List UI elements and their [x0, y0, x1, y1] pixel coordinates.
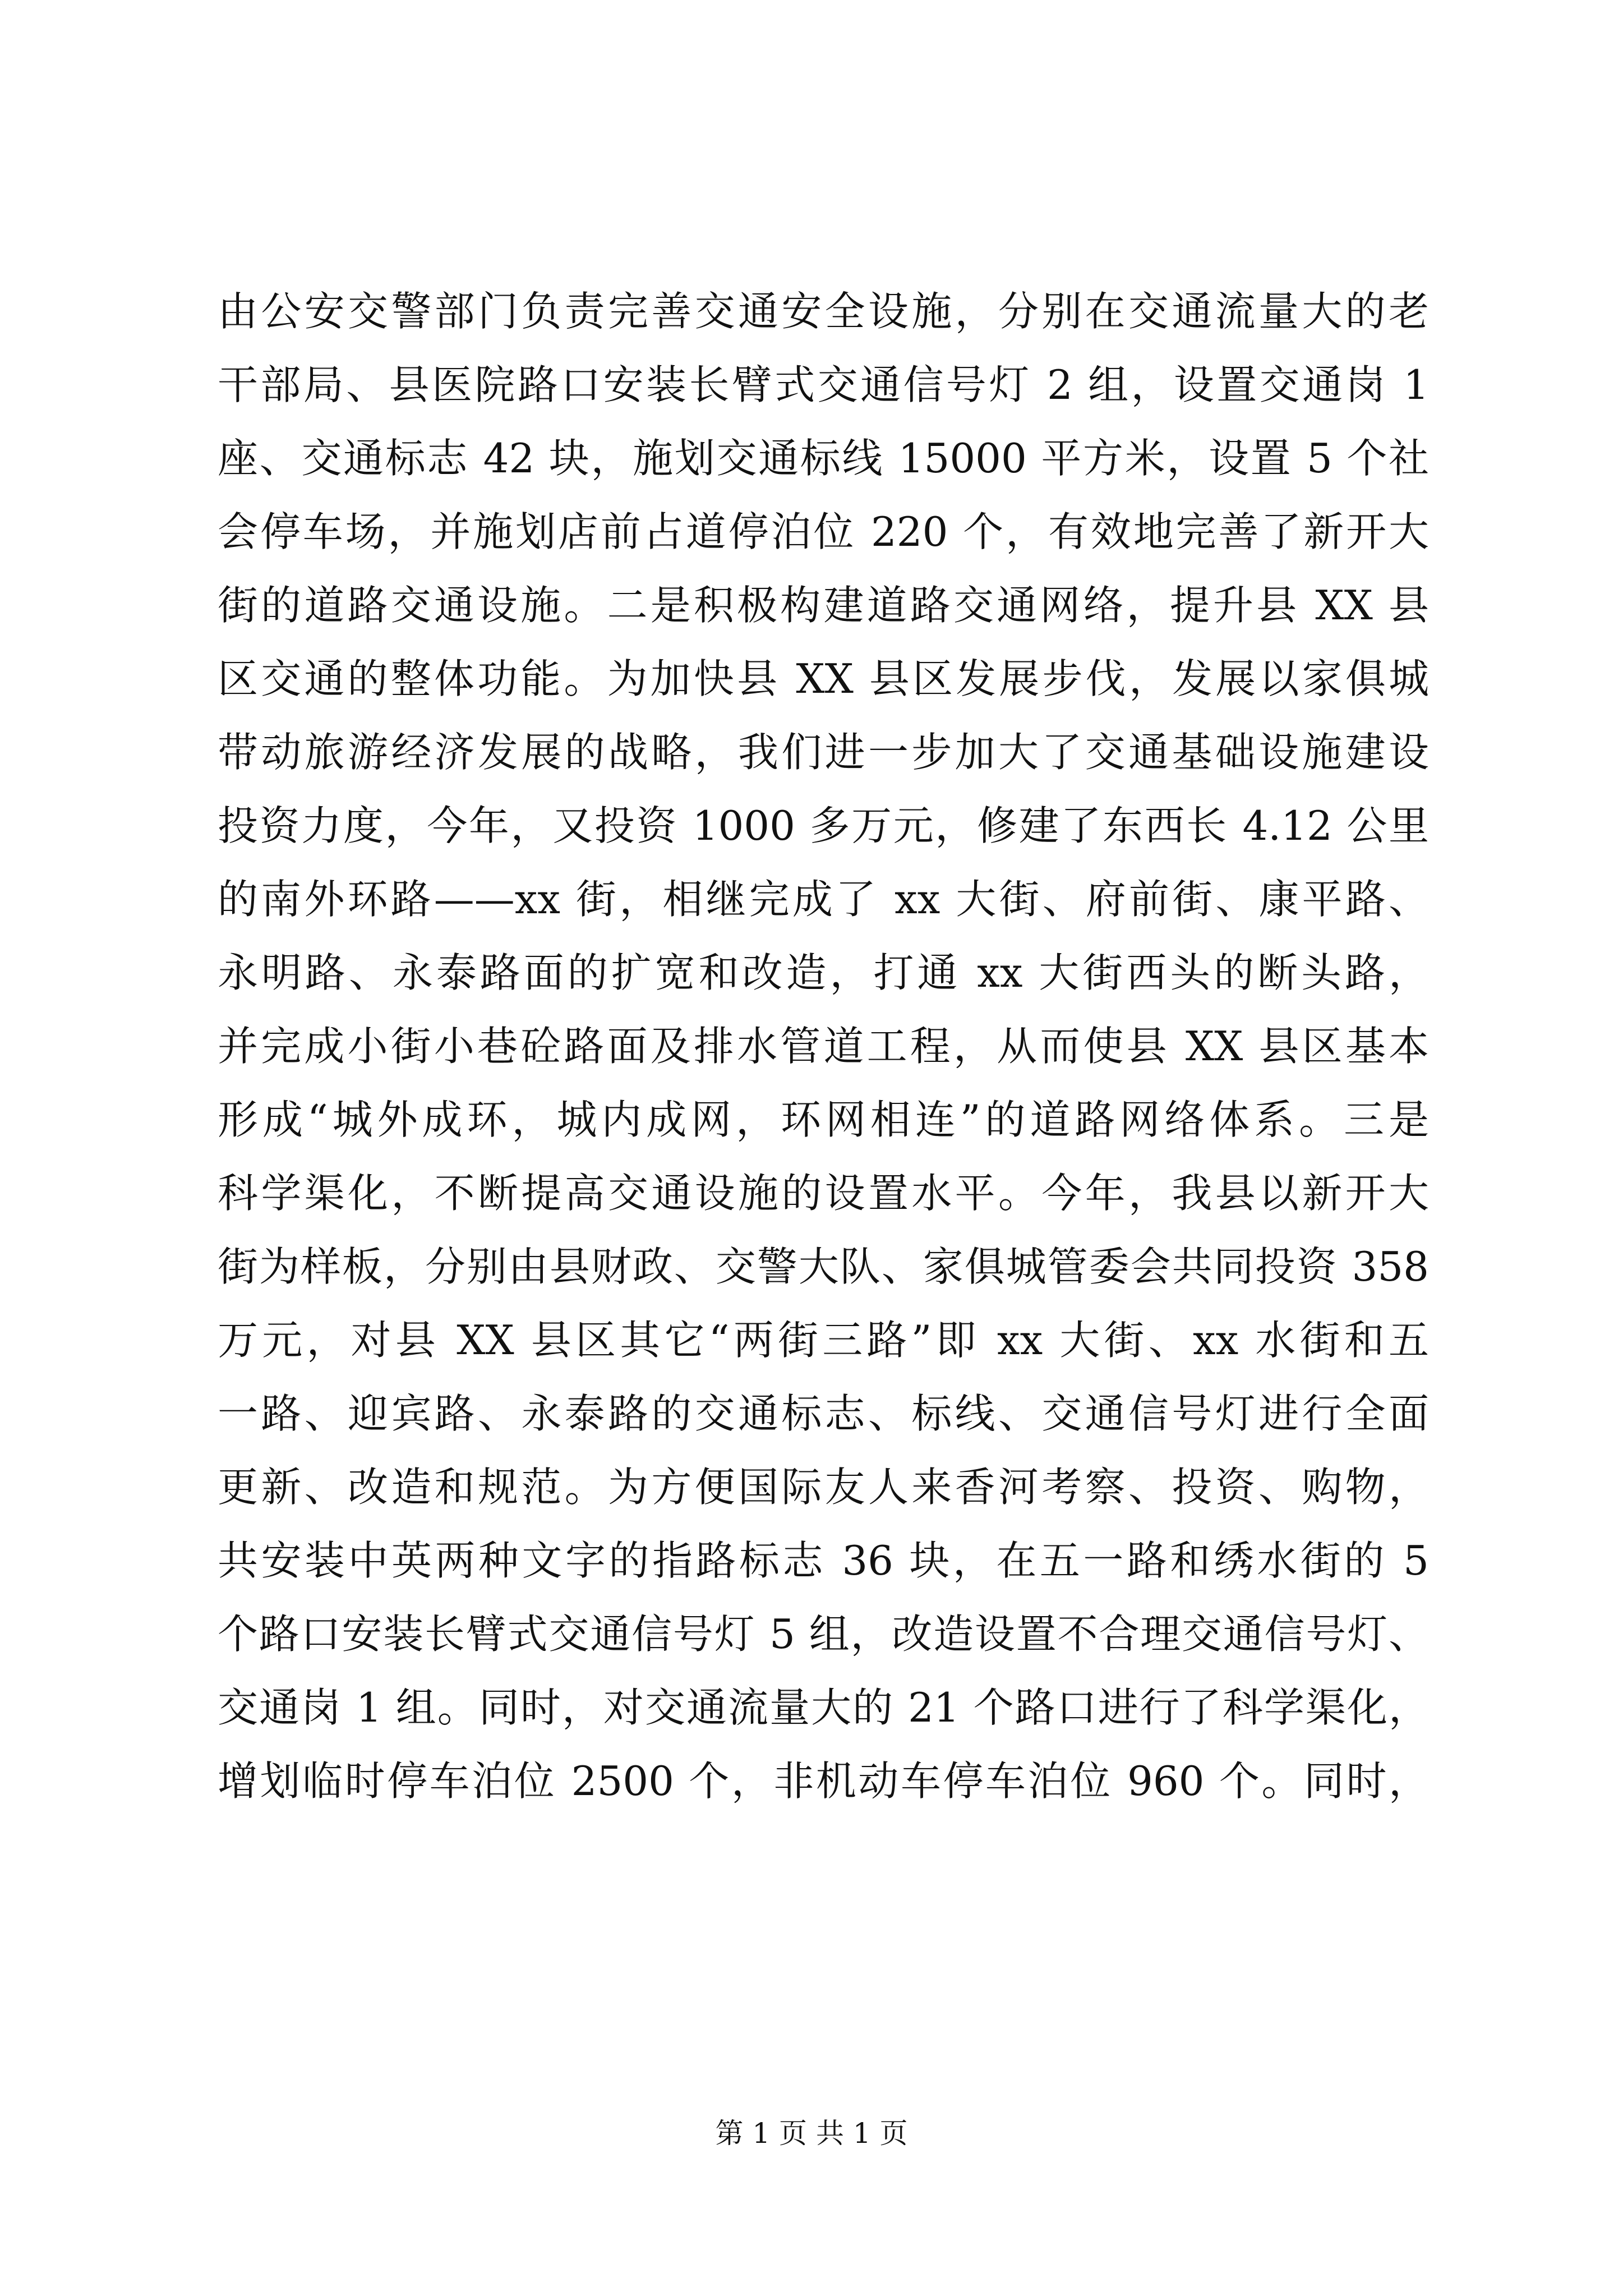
text-line: 会停车场，并施划店前占道停泊位 220 个，有效地完善了新开大 [218, 508, 1429, 555]
text-line: 永明路、永泰路面的扩宽和改造，打通 xx 大街西头的断头路， [218, 949, 1429, 996]
page-number-footer: 第 1 页 共 1 页 [715, 2117, 908, 2150]
text-line: 街为样板，分别由县财政、交警大队、家俱城管委会共同投资 358 [218, 1243, 1429, 1290]
text-line: 形成“城外成环，城内成网，环网相连”的道路网络体系。三是 [218, 1096, 1429, 1143]
text-line: 一路、迎宾路、永泰路的交通标志、标线、交通信号灯进行全面 [218, 1390, 1429, 1437]
text-line: 交通岗 1 组。同时，对交通流量大的 21 个路口进行了科学渠化， [218, 1684, 1429, 1731]
text-line: 增划临时停车泊位 2500 个，非机动车停车泊位 960 个。同时， [218, 1757, 1429, 1805]
text-line: 并完成小街小巷砼路面及排水管道工程，从而使县 XX 县区基本 [218, 1023, 1429, 1070]
text-line: 街的道路交通设施。二是积极构建道路交通网络，提升县 XX 县 [218, 582, 1429, 629]
text-line: 共安装中英两种文字的指路标志 36 块，在五一路和绣水街的 5 [218, 1537, 1429, 1584]
text-line: 带动旅游经济发展的战略，我们进一步加大了交通基础设施建设 [218, 729, 1429, 776]
text-line: 由公安交警部门负责完善交通安全设施，分别在交通流量大的老 [218, 288, 1429, 335]
text-line: 投资力度，今年，又投资 1000 多万元，修建了东西长 4.12 公里 [218, 802, 1429, 849]
text-line: 科学渠化，不断提高交通设施的设置水平。今年，我县以新开大 [218, 1170, 1429, 1217]
text-line: 干部局、县医院路口安装长臂式交通信号灯 2 组，设置交通岗 1 [218, 361, 1429, 408]
text-line: 个路口安装长臂式交通信号灯 5 组，改造设置不合理交通信号灯、 [218, 1611, 1429, 1658]
body-text [218, 275, 1429, 1818]
text-line: 更新、改造和规范。为方便国际友人来香河考察、投资、购物， [218, 1464, 1429, 1511]
text-line: 座、交通标志 42 块，施划交通标线 15000 平方米，设置 5 个社 [218, 435, 1429, 482]
text-line: 的南外环路——xx 街，相继完成了 xx 大街、府前街、康平路、 [218, 876, 1429, 923]
text-line: 区交通的整体功能。为加快县 XX 县区发展步伐，发展以家俱城 [218, 655, 1429, 702]
text-line: 万元，对县 XX 县区其它“两街三路”即 xx 大街、xx 水街和五 [218, 1317, 1429, 1364]
